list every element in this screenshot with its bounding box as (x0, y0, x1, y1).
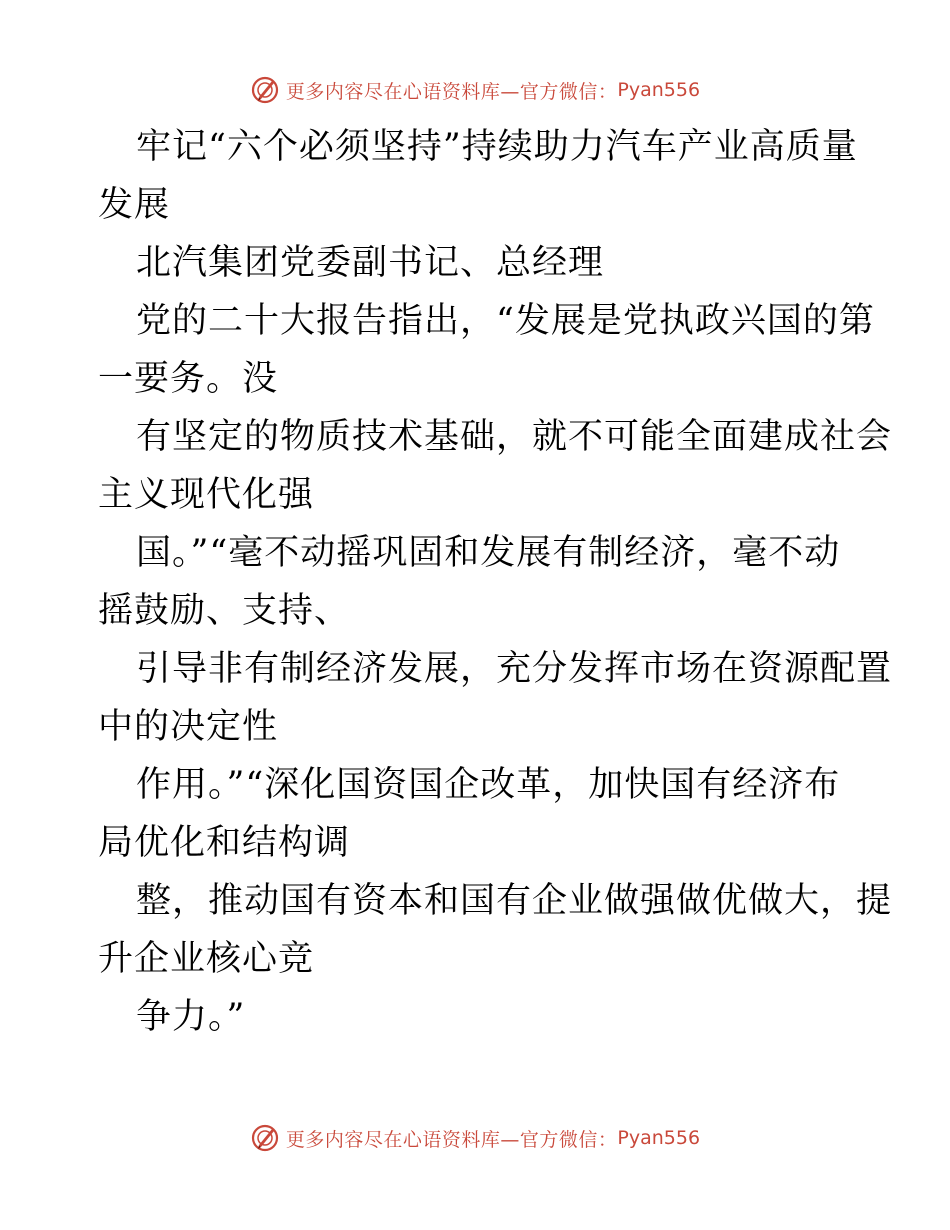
header-watermark (0, 70, 950, 110)
document-body (98, 118, 893, 1046)
pen-circle-logo-icon (250, 1123, 280, 1153)
paragraph-line: 主义现代化强 (98, 475, 315, 515)
watermark-text: 更多内容尽在心语资料库—官方微信： (285, 1128, 618, 1151)
pen-circle-logo-icon (250, 75, 280, 105)
author-line: 北汽集团党委副书记、总经理 (136, 243, 605, 283)
footer-watermark (0, 1118, 950, 1158)
watermark-contact: Pyan556 (617, 1127, 701, 1149)
paragraph-line: 党的二十大报告指出，“发展是党执政兴国的第 (136, 301, 875, 341)
paragraph-line: 争力。” (136, 997, 246, 1037)
paragraph-line: 中的决定性 (98, 707, 279, 747)
paragraph-line: 升企业核心竞 (98, 939, 315, 979)
paragraph-line: 一要务。没 (98, 359, 279, 399)
paragraph-line: 作用。”“深化国资国企改革，加快国有经济布 (136, 765, 841, 805)
title-line-continued: 发展 (98, 185, 171, 225)
watermark-text: 更多内容尽在心语资料库—官方微信： (285, 80, 618, 103)
paragraph-line: 有坚定的物质技术基础，就不可能全面建成社会 (136, 417, 893, 457)
watermark-contact: Pyan556 (617, 79, 701, 101)
paragraph-line: 引导非有制经济发展，充分发挥市场在资源配置 (136, 649, 893, 689)
paragraph-line: 整，推动国有资本和国有企业做强做优做大，提 (136, 881, 893, 921)
paragraph-line: 局优化和结构调 (98, 823, 351, 863)
paragraph-line: 摇鼓励、支持、 (98, 591, 351, 631)
title-line: 牢记“六个必须坚持”持续助力汽车产业高质量 (136, 127, 858, 167)
paragraph-line: 国。”“毫不动摇巩固和发展有制经济，毫不动 (136, 533, 841, 573)
